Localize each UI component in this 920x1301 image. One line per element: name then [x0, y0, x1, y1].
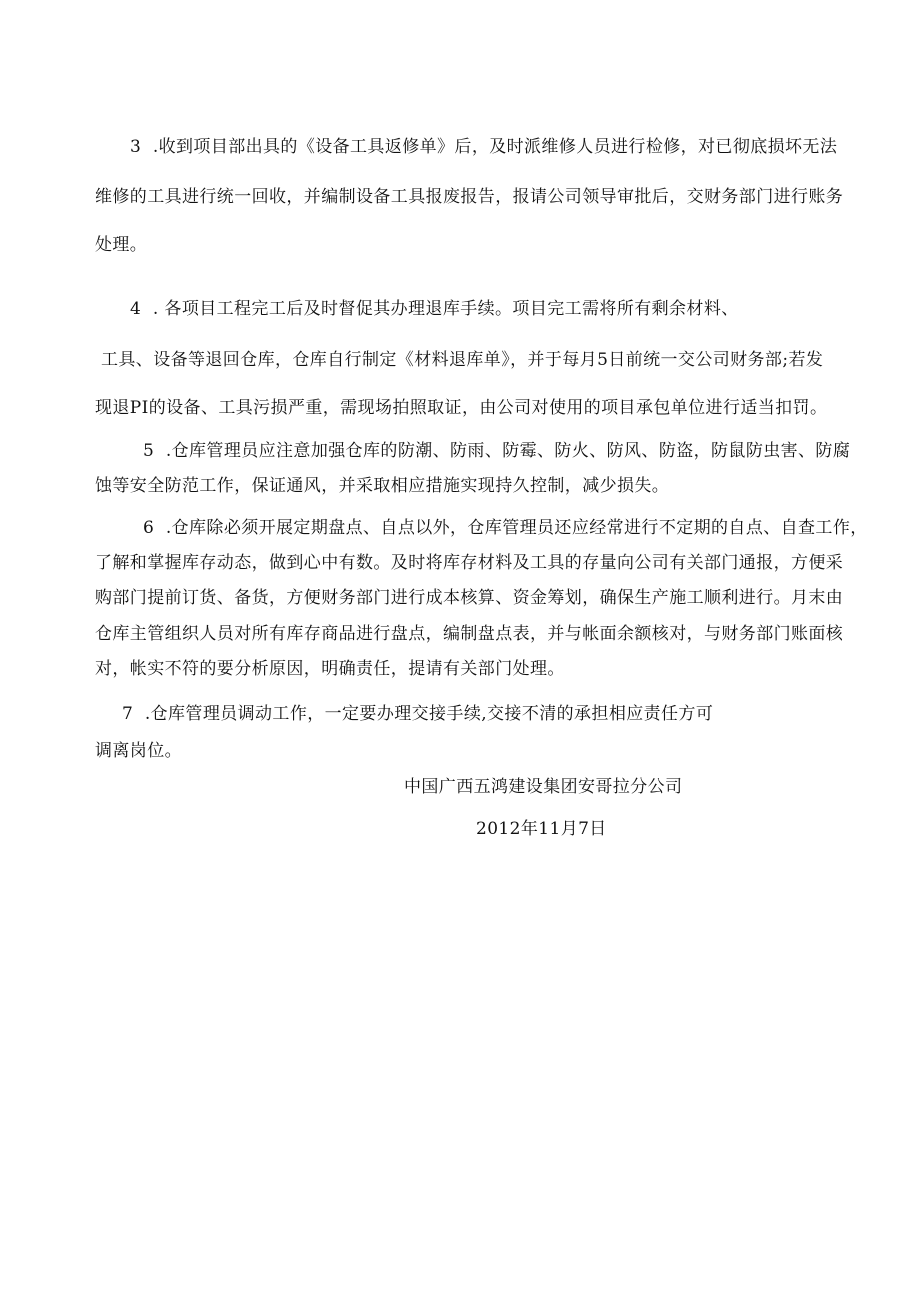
clause-3-line-1	[130, 137, 837, 157]
clause-5-number: 5	[143, 441, 155, 461]
clause-7-line-1	[122, 704, 713, 724]
clause-7-number: 7	[122, 704, 134, 724]
clause-5-text-1: .仓库管理员应注意加强仓库的防潮、防雨、防霉、防火、防风、防盗，防鼠防虫害、防腐	[165, 441, 851, 461]
clause-7-line-2: 调离岗位。	[95, 741, 182, 761]
clause-4-text-1: . 各项目工程完工后及时督促其办理退库手续。项目完工需将所有剩余材料、	[152, 299, 739, 319]
clause-4-number: 4	[130, 299, 142, 319]
clause-3-line-3: 处理。	[95, 235, 148, 255]
clause-6-number: 6	[143, 518, 155, 538]
clause-5-line-2: 蚀等安全防范工作，保证通风，并采取相应措施实现持久控制，减少损失。	[95, 476, 670, 496]
clause-6-line-4: 仓库主管组织人员对所有库存商品进行盘点，编制盘点表，并与帐面余额核对，与财务部门账面核	[95, 624, 844, 644]
clause-3-text-1: .收到项目部出具的《设备工具返修单》后，及时派维修人员进行检修，对已彻底损坏无法	[152, 137, 838, 157]
signature-date: 2012年11月7日	[476, 819, 607, 839]
clause-4-line-1	[130, 299, 739, 319]
clause-7-text-1: .仓库管理员调动工作，一定要办理交接手续,交接不清的承担相应责任方可	[144, 704, 714, 724]
clause-5-line-1	[143, 441, 850, 461]
signature-company: 中国广西五鸿建设集团安哥拉分公司	[404, 777, 683, 797]
clause-3-number: 3	[130, 137, 142, 157]
clause-4-line-2: 工具、设备等退回仓库，仓库自行制定《材料退库单》，并于每月5日前统一交公司财务部;若发	[101, 350, 824, 370]
clause-3-line-2: 维修的工具进行统一回收，并编制设备工具报废报告，报请公司领导审批后，交财务部门进行账务	[95, 187, 844, 207]
clause-6-line-2: 了解和掌握库存动态，做到心中有数。及时将库存材料及工具的存量向公司有关部门通报，方便采	[95, 553, 844, 573]
clause-4-line-3: 现退PI的设备、工具污损严重，需现场拍照取证，由公司对使用的项目承包单位进行适当扣罚。	[95, 398, 828, 418]
clause-6-line-1	[143, 518, 868, 538]
clause-6-line-5: 对，帐实不符的要分析原因，明确责任，提请有关部门处理。	[95, 659, 565, 679]
clause-6-line-3: 购部门提前订货、备货，方便财务部门进行成本核算、资金筹划，确保生产施工顺利进行。月末由	[95, 588, 844, 608]
clause-6-text-1: .仓库除必须开展定期盘点、自点以外，仓库管理员还应经常进行不定期的自点、自查工作，	[165, 518, 868, 538]
